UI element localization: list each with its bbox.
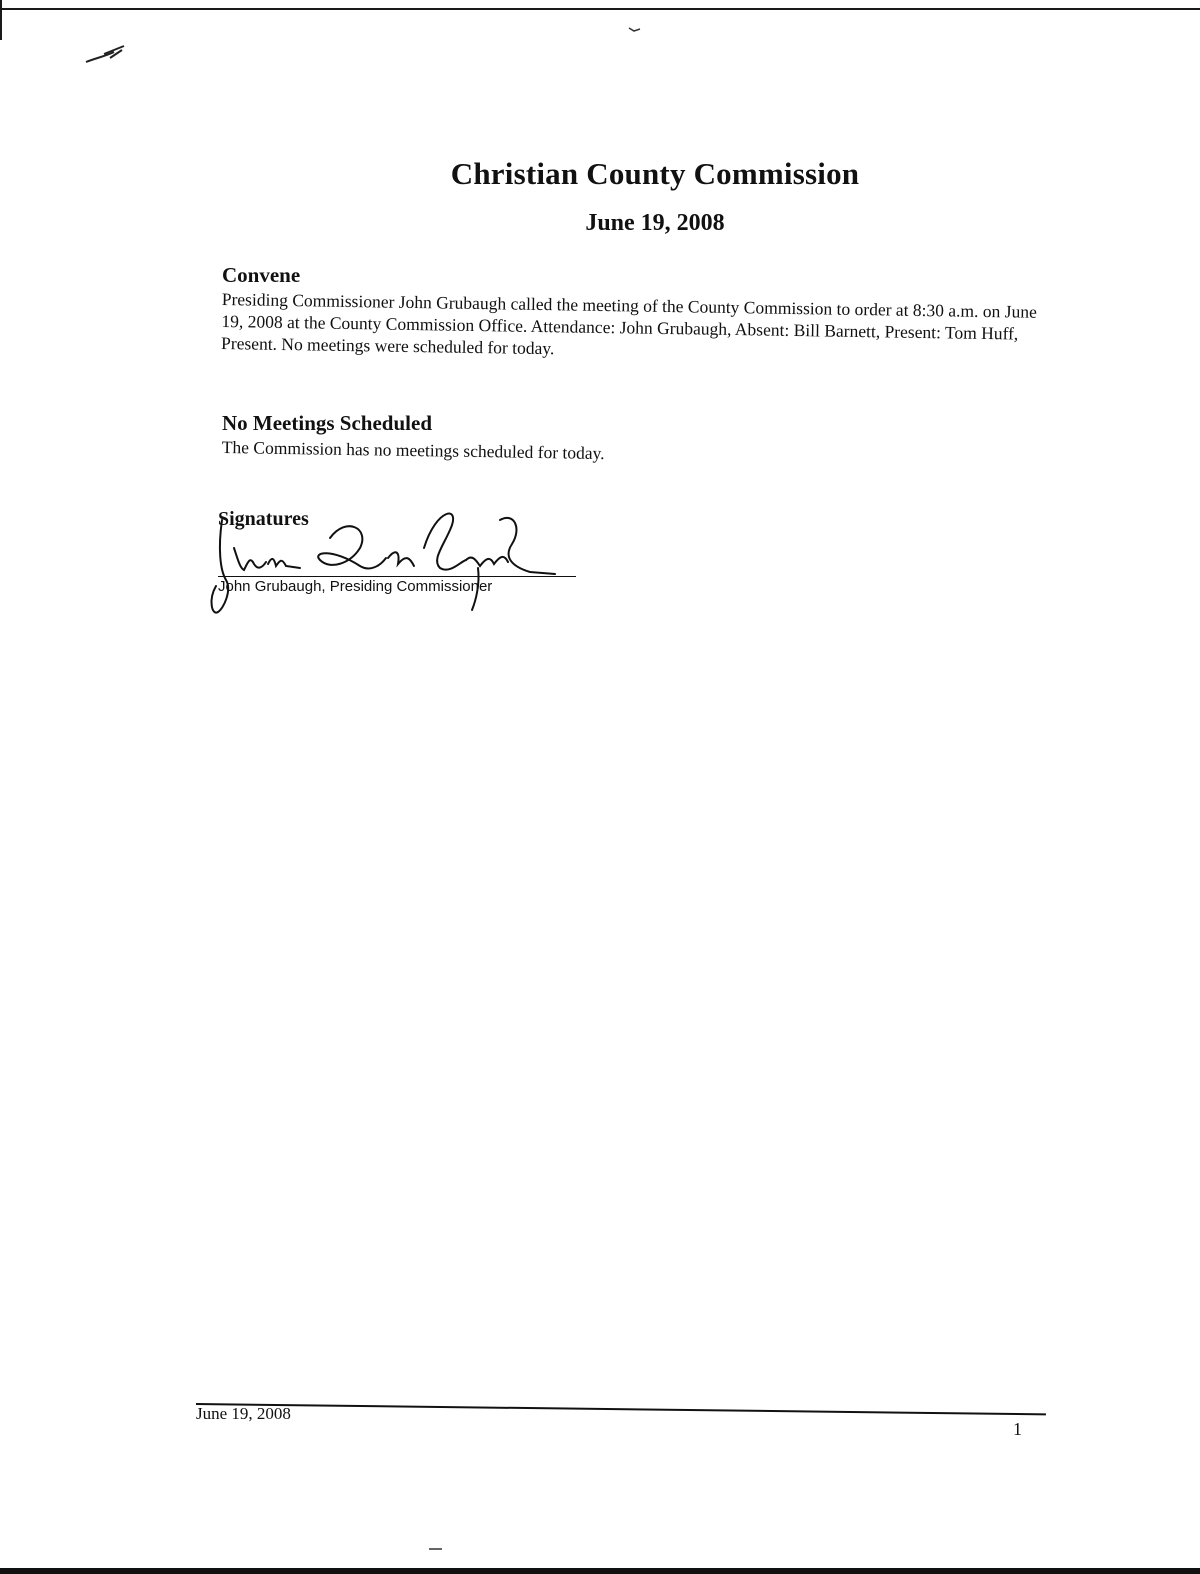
convene-section xyxy=(220,262,1062,359)
handwritten-signature xyxy=(210,508,560,623)
scan-left-edge-line xyxy=(0,0,2,40)
document-title: Christian County Commission xyxy=(450,156,860,191)
convene-heading: Convene xyxy=(222,263,301,287)
scan-bottom-edge-line xyxy=(0,1568,1200,1574)
document-date: June 19, 2008 xyxy=(585,210,725,236)
no-meetings-section xyxy=(221,410,1062,464)
scan-speck-mark xyxy=(628,26,642,34)
scan-top-edge-line xyxy=(0,8,1200,10)
footer-date: June 19, 2008 xyxy=(196,1404,291,1423)
scan-speck-mark xyxy=(428,1546,444,1552)
page-number: 1 xyxy=(1013,1419,1022,1439)
no-meetings-body: The Commission has no meetings scheduled for today. xyxy=(221,436,605,464)
signer-name-title: John Grubaugh, Presiding Commissioner xyxy=(218,578,493,595)
signatures-heading: Signatures xyxy=(218,508,309,530)
signatures-block xyxy=(218,508,578,628)
scan-speck-mark xyxy=(84,40,134,70)
footer-rule xyxy=(196,1403,1046,1415)
no-meetings-heading: No Meetings Scheduled xyxy=(222,411,432,435)
convene-body: Presiding Commissioner John Grubaugh called the meeting of the County Commission to order at 8:30 a.m. on June 19, 2008 at the County Commission Office. Attendance: John Grubaugh, Absent: Bill Barnett, Present: Tom Huff, Present. No meetings were scheduled for today. xyxy=(220,288,1037,359)
